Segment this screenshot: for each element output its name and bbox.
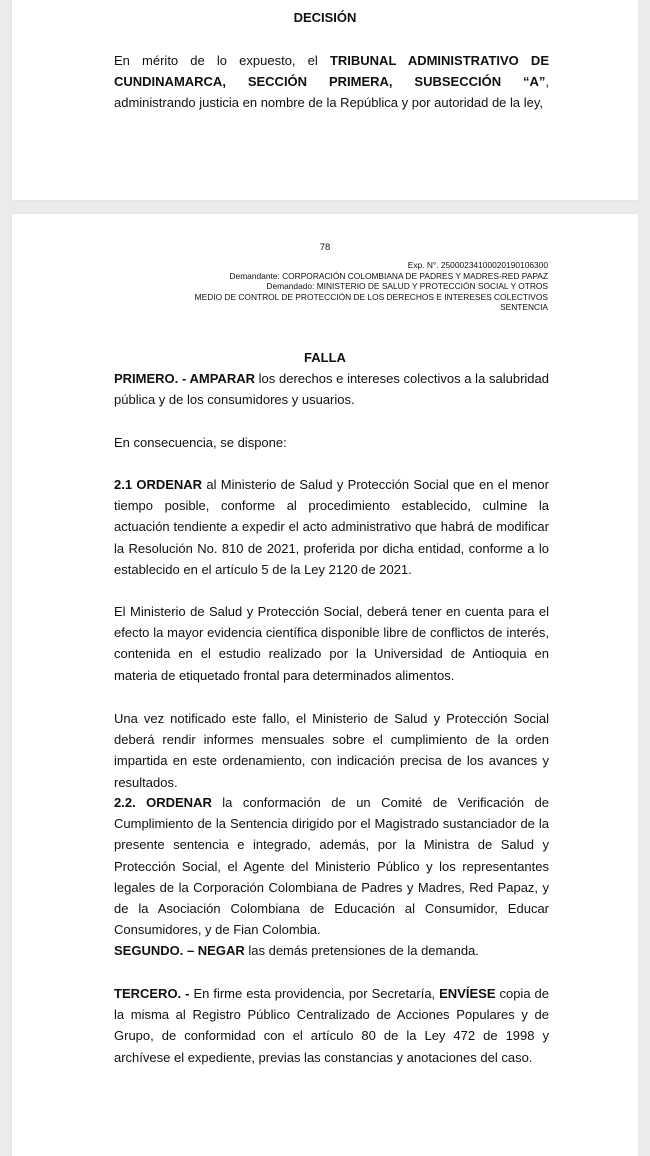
- text-run: la conformación de un Comité de Verificación de Cumplimiento de la Sentencia dirigido por el Magistrado sustanciador de la presente sentencia e integrado, además, por la Ministra de Salud y Protección Social, el Agente del Ministerio Público y los representantes legales de la Corporación Colombiana de Padres y Madres, Red Papaz, y de la Asociación Colombiana de Educación al Consumidor, Educar Consumidores, y de Fian Colombia.: [114, 795, 549, 938]
- consecuencia-paragraph: En consecuencia, se dispone:: [114, 435, 287, 450]
- text-run: los derechos e intereses colectivos a la salubridad pública y de los consumidores y usuarios.: [114, 371, 549, 408]
- tercero-paragraph: [114, 983, 549, 1068]
- text-run: las demás pretensiones de la demanda.: [244, 943, 479, 958]
- text-run: , administrando justicia en nombre de la República y por autoridad de la ley,: [114, 74, 549, 111]
- document-page-2: [12, 214, 638, 1156]
- decision-heading: DECISIÓN: [293, 10, 357, 25]
- header-line-sentencia: SENTENCIA: [500, 302, 548, 313]
- text-run: copia de la misma al Registro Público Centralizado de Acciones Populares y de Grupo, de conformidad con el artículo 80 de la Ley 472 de 1998 y archívese el expediente, previas las constancias y anotaciones del caso.: [114, 986, 549, 1065]
- falla-heading: FALLA: [304, 350, 346, 365]
- ordenar-2-1-paragraph: [114, 474, 549, 580]
- bold-run: 2.2. ORDENAR: [114, 795, 212, 810]
- decision-paragraph: [114, 50, 549, 114]
- page-number: 78: [319, 242, 331, 253]
- header-line-medio-control: MEDIO DE CONTROL DE PROTECCIÓN DE LOS DERECHOS E INTERESES COLECTIVOS: [194, 291, 548, 302]
- header-line-demandante: Demandante: CORPORACIÓN COLOMBIANA DE PADRES Y MADRES-RED PAPAZ: [229, 270, 548, 281]
- bold-run: 2.1 ORDENAR: [114, 477, 203, 492]
- bold-run: PRIMERO. - AMPARAR: [114, 371, 255, 386]
- document-page-1: [12, 0, 638, 200]
- primero-paragraph: [114, 368, 549, 410]
- header-line-demandado: Demandado: MINISTERIO DE SALUD Y PROTECCIÓN SOCIAL Y OTROS: [266, 281, 548, 292]
- text-run: En firme esta providencia, por Secretaría,: [189, 986, 440, 1001]
- segundo-paragraph: [114, 940, 549, 961]
- case-header: [195, 260, 548, 313]
- bold-run: TERCERO. -: [114, 986, 190, 1001]
- bold-run: ENVÍESE: [439, 986, 496, 1001]
- court-name: TRIBUNAL ADMINISTRATIVO DE CUNDINAMARCA, SECCIÓN PRIMERA, SUBSECCIÓN “A”: [114, 53, 549, 90]
- text-run: al Ministerio de Salud y Protección Social que en el menor tiempo posible, conforme al procedimiento establecido, culmine la actuación tendiente a expedir el acto administrativo que habrá de modificar la Resolución No. 810 de 2021, proferida por dicha entidad, conforme a lo establecido en el artículo 5 de la Ley 2120 de 2021.: [114, 477, 549, 577]
- notificado-paragraph: Una vez notificado este fallo, el Ministerio de Salud y Protección Social deberá rendir informes mensuales sobre el cumplimiento de la orden impartida en este ordenamiento, con indicación precisa de los avances y resultados.: [114, 711, 549, 790]
- ordenar-2-2-paragraph: [114, 792, 549, 940]
- text-run: En mérito de lo expuesto, el: [114, 53, 330, 68]
- header-line-expediente: Exp. N°. 25000234100020190106300: [407, 260, 548, 270]
- ministerio-paragraph: El Ministerio de Salud y Protección Social, deberá tener en cuenta para el efecto la mayor evidencia científica disponible libre de conflictos de interés, contenida en el estudio realizado por la Universidad de Antioquia en materia de etiquetado frontal para determinados alimentos.: [114, 604, 549, 683]
- bold-run: SEGUNDO. – NEGAR: [114, 943, 245, 958]
